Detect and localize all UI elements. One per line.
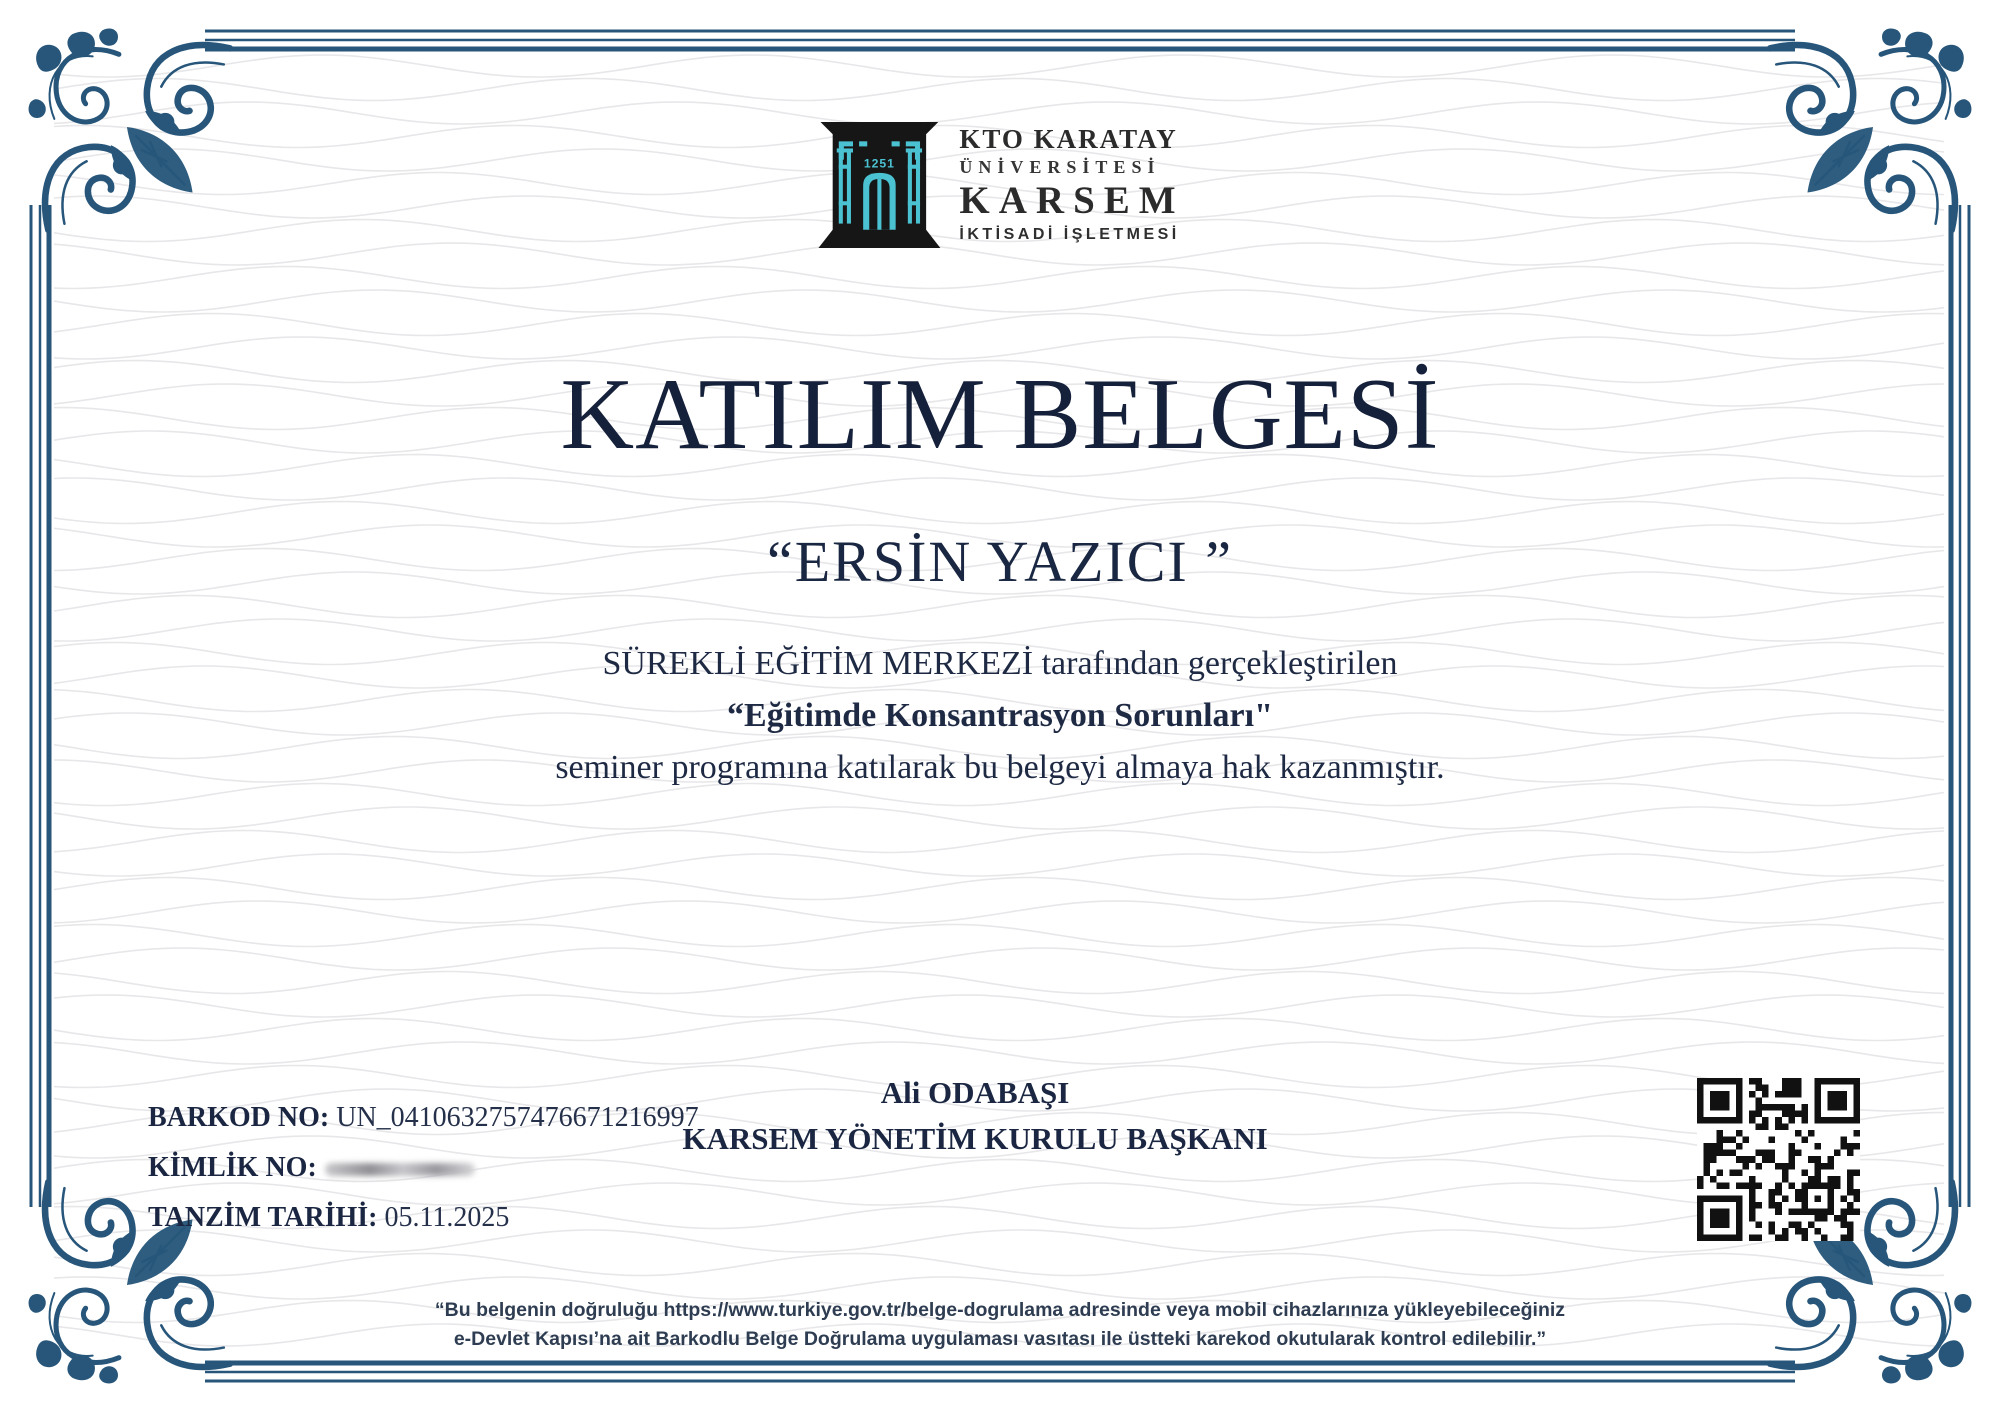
body-line-1: SÜREKLİ EĞİTİM MERKEZİ tarafından gerçekleştirilen	[602, 645, 1398, 682]
logo	[815, 120, 1184, 250]
barcode-row	[148, 1102, 699, 1152]
document-details	[148, 1102, 699, 1252]
footer-line-2: e-Devlet Kapısı’na ait Barkodlu Belge Doğrulama uygulaması vasıtası ile üstteki karekod okutularak kontrol edilebilir.”	[453, 1328, 1547, 1350]
logo-line-enterprise: İKTİSADİ İŞLETMESİ	[959, 226, 1180, 243]
issue-date-value: 05.11.2025	[384, 1202, 510, 1233]
body-line-3: seminer programına katılarak bu belgeyi almaya hak kazanmıştır.	[555, 749, 1445, 786]
barcode-value: UN_0410632757476671216997	[336, 1102, 699, 1133]
logo-line-karsem: KARSEM	[959, 179, 1185, 222]
university-emblem-icon	[815, 120, 943, 250]
recipient-name: “ERSİN YAZICI ”	[767, 529, 1233, 594]
emblem-year: 1251	[863, 156, 895, 171]
redacted-identity-value	[325, 1163, 475, 1176]
corner-flourish-icon	[1754, 14, 1986, 246]
identity-row	[148, 1152, 699, 1202]
logo-line-university-group: KTO KARATAY	[959, 124, 1178, 154]
certificate-body	[0, 638, 2000, 794]
issue-date-label: TANZİM TARİHİ:	[148, 1202, 378, 1233]
signer-name: Ali ODABAŞI	[880, 1075, 1070, 1110]
qr-code-icon	[1697, 1078, 1860, 1241]
logo-line-university: ÜNİVERSİTESİ	[959, 157, 1161, 177]
certificate-title: KATILIM BELGESİ	[560, 358, 1440, 471]
corner-flourish-icon	[14, 14, 246, 246]
barcode-label: BARKOD NO:	[148, 1102, 330, 1133]
body-line-2-program-name: “Eğitimde Konsantrasyon Sorunları"	[727, 697, 1273, 734]
issue-date-row	[148, 1202, 699, 1252]
footer-line-1: “Bu belgenin doğruluğu https://www.turkiye.gov.tr/belge-dogrulama adresinde veya mobil cihazlarınıza yükleyebileceğiniz	[434, 1299, 1566, 1321]
logo-text	[959, 120, 1184, 246]
signer-title: KARSEM YÖNETİM KURULU BAŞKANI	[682, 1121, 1268, 1156]
verification-footer	[0, 1296, 2000, 1354]
identity-label: KİMLİK NO:	[148, 1152, 317, 1183]
